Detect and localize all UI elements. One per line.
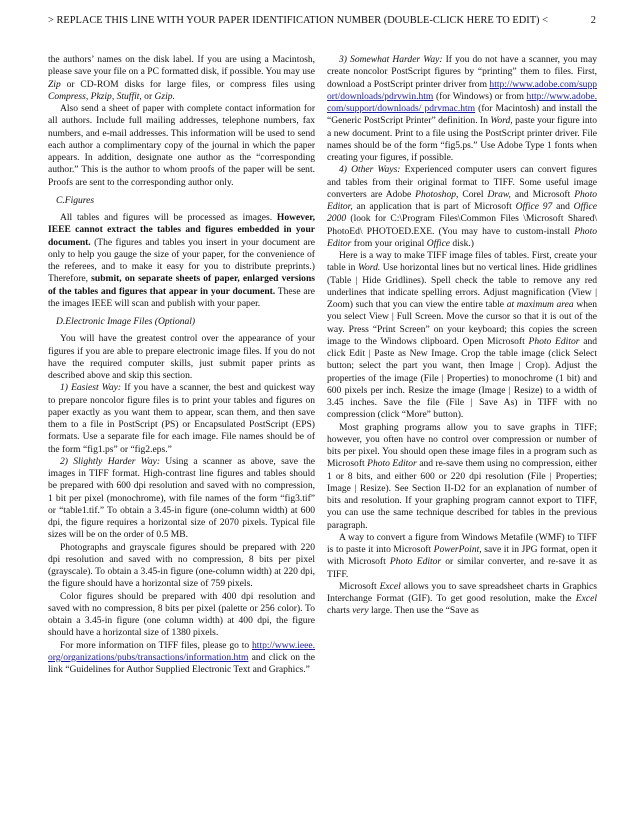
paragraph-graphing-programs: Most graphing programs allow you to save graphs in TIFF; however, you often have no control over compression or number of bits per pixel. You should open these image files in a program such as Microsoft Photo Editor and re-save them using no compression, either 1 or 8 bits, and either 600 or 220 dpi resolution (File | Properties; Image | Resize). See Section II-D2 for an explanation of number of bits and resolution. If your graphing program cannot export to TIFF, you can use the same technique described for tables in the previous paragraph. — [327, 421, 598, 531]
right-column — [327, 54, 597, 618]
paragraph-figures: All tables and figures will be processed as images. However, IEEE cannot extract the tables and figures embedded in your document. (The figures and tables you insert in your document are only to help you gauge the size of your paper, for the convenience of the referees, and to make it easy for you to distribute preprints.) Therefore, submit, on separate sheets of paper, enlarged versions of the tables and figures that appear in your document. These are the images IEEE will scan and publish with your paper. — [48, 212, 315, 309]
section-heading-electronic-files: D.Electronic Image Files (Optional) — [56, 316, 196, 327]
paragraph-photographs: Photographs and grayscale figures should be prepared with 220 dpi resolution and saved with no compression, 8 bits per pixel (grayscale). To obtain a 3.45-in figure (one-column width) at 220 dpi, the figure should have a horizontal size of 759 pixels. — [48, 541, 315, 590]
adobe-windows-driver-link[interactable]: http://www.adobe.com/support/downloads/pdrvwin.htm — [327, 78, 597, 102]
paragraph-wmf-conversion: A way to convert a figure from Windows Metafile (WMF) to TIFF is to paste it into Microsoft PowerPoint, save it in JPG format, open it with Microsoft Photo Editor or similar converter, and re-save it as TIFF. — [327, 531, 597, 580]
paragraph-tiff-info: For more information on TIFF files, please go to http://www.ieee.org/organizations/pubs/transactions/information.htm and click on the link “Guidelines for Author Supplied Electronic Text and Graphics.” — [48, 639, 315, 675]
left-column — [48, 54, 315, 676]
paragraph-other-ways: 4) Other Ways: Experienced computer users can convert figures and tables from their original format to TIFF. Some useful image converters are Adobe Photoshop, Corel Draw, and Microsoft Photo Editor, an application that is part of Microsoft Office 97 and Office 2000 (look for C:\Program Files\Common Files \Microsoft Shared\ PhotoEd\ PHOTOED.EXE. (You may have to custom-install Photo Editor from your original Office disk.) — [327, 164, 597, 249]
ieee-info-link[interactable]: http://www.ieee.org/organizations/pubs/transactions/information.htm — [48, 639, 315, 663]
section-heading-figures: C.Figures — [56, 194, 95, 206]
adobe-mac-driver-link[interactable]: http://www.adobe.com/support/downloads/ pdrvmac.htm — [327, 90, 597, 114]
paragraph-excel-charts: Microsoft Excel allows you to save spreadsheet charts in Graphics Interchange Format (GIF). To get good resolution, make the Excel charts very large. Then use the “Save as — [327, 580, 597, 617]
paragraph-tiff-tables: Here is a way to make TIFF image files of tables. First, create your table in Word. Use horizontal lines but no vertical lines. Hide gridlines (Table | Hide Gridlines). Spell check the table to remove any red underlines that indicate spelling errors. Adjust magnification (View | Zoom) such that you can view the entire table at maximum area when you select View | Full Screen. Move the cursor so that it is out of the way. Press “Print Screen” on your keyboard; this copies the screen image to the Windows clipboard. Open Microsoft Photo Editor and click Edit | Paste as New Image. Crop the table image (click Select button; select the part you want, then Image | Crop). Adjust the properties of the image (File | Properties) to monochrome (1 bit) and 600 pixels per inch. Resize the image (Image | Resize) to a width of 3.45 inches. Save the file (File | Save As) in TIFF with no compression (click “More” button). — [327, 250, 598, 421]
paragraph-somewhat-harder-way: 3) Somewhat Harder Way: If you do not have a scanner, you may create noncolor PostScript figures by “printing” them to files. First, download a PostScript printer driver from http://www.adobe.com/support/downloads/pdrvwin.htm (for Windows) or from http://www.adobe.com/support/downloads/ pdrvmac.htm (for Macintosh) and install the “Generic PostScript Printer” definition. In Word, paste your figure into a new document. Print to a file using the PostScript printer driver. File names should be of the form “fig5.ps.” Use Adobe Type 1 fonts when creating your figures, if possible. — [327, 54, 598, 163]
paragraph-electronic-files: You will have the greatest control over the appearance of your figures if you are able to prepare electronic image files. If you do not have the required computer skills, just submit paper prints as described above and skip this section. — [48, 333, 315, 381]
running-header — [48, 14, 596, 27]
paragraph-easiest-way: 1) Easiest Way: If you have a scanner, the best and quickest way to prepare noncolor figure files is to print your tables and figures on paper exactly as you want them to appear, scan them, and then save them to a file in PostScript (PS) or Encapsulated PostScript (EPS) formats. Use a separate file for each image. File names should be of the form “fig1.ps” or “fig2.eps.” — [48, 382, 315, 455]
paragraph-contact-info: Also send a sheet of paper with complete contact information for all authors. Include full mailing addresses, telephone numbers, fax numbers, and e-mail addresses. This information will be used to send each author a complimentary copy of the journal in which the paper appears. In addition, designate one author as the “corresponding author.” This is the author to whom proofs of the paper will be sent. Proofs are sent to the corresponding author only. — [48, 103, 315, 188]
page-number: 2 — [590, 15, 596, 26]
paragraph-disk-label: the authors’ names on the disk label. If you are using a Macintosh, please save your file on a PC formatted disk, if possible. You may use Zip or CD-ROM disks for large files, or compress files using Compress, Pkzip, Stuffit, or Gzip. — [48, 54, 315, 102]
paragraph-slightly-harder-way: 2) Slightly Harder Way: Using a scanner as above, save the images in TIFF format. High-contrast line figures and tables should be prepared with 600 dpi resolution and saved with no compression, 1 bit per pixel (monochrome), with file names of the form “fig3.tif” or “table1.tif.” To obtain a 3.45-in figure (one-column width) at 600 dpi, the figure requires a horizontal size of 2070 pixels. Typical file sizes will be on the order of 0.5 MB. — [48, 455, 315, 541]
running-title: > REPLACE THIS LINE WITH YOUR PAPER IDENTIFICATION NUMBER (DOUBLE-CLICK HERE TO EDIT) < — [48, 15, 548, 26]
paragraph-color-figures: Color figures should be prepared with 400 dpi resolution and saved with no compression, 8 bits per pixel (palette or 256 color). To obtain a 3.45-in figure (one column width) at 400 dpi, the figure should have a horizontal size of 1380 pixels. — [48, 590, 315, 639]
